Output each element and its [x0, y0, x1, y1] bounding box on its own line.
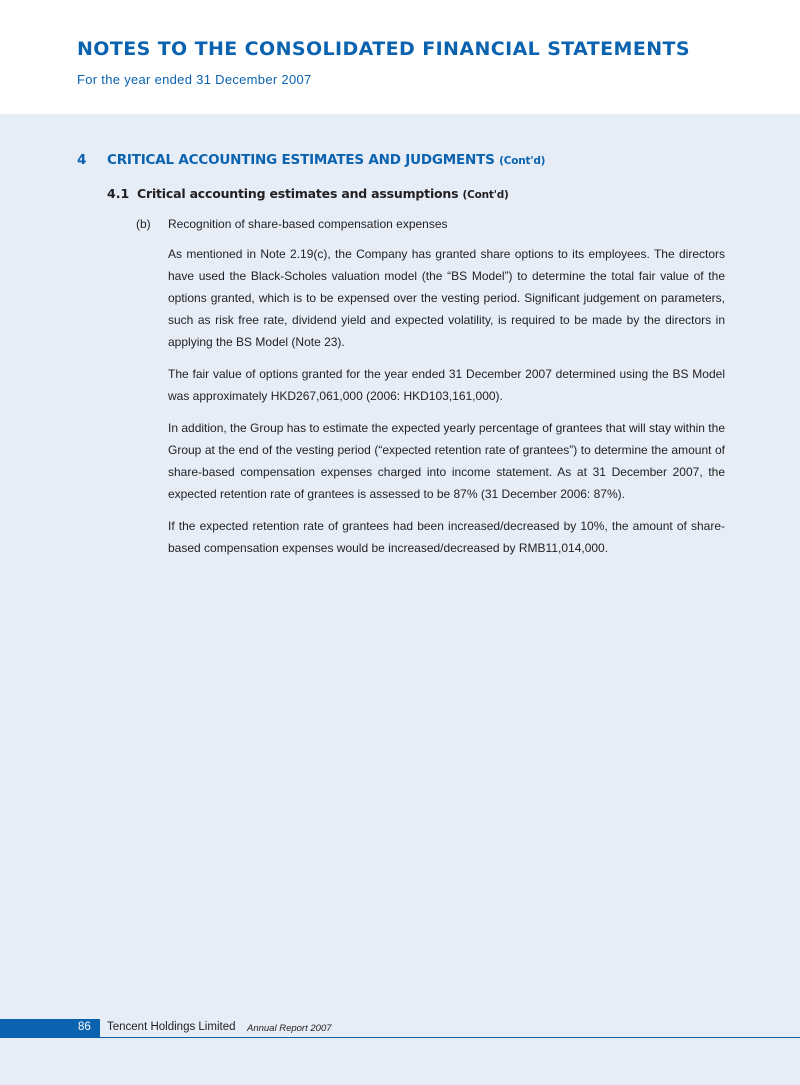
section-title [107, 152, 545, 168]
item-label: (b) [136, 217, 151, 231]
subsection-title [137, 186, 509, 201]
subsection-number: 4.1 [107, 186, 130, 201]
body-text [168, 243, 725, 569]
page-number: 86 [78, 1021, 91, 1033]
item-title: Recognition of share-based compensation expenses [168, 217, 448, 231]
page-title: NOTES TO THE CONSOLIDATED FINANCIAL STATEMENTS [77, 38, 690, 60]
section-cont-label: (Cont'd) [499, 155, 546, 167]
section-number: 4 [77, 152, 87, 168]
paragraph: As mentioned in Note 2.19(c), the Company has granted share options to its employees. The directors have used the Black-Scholes valuation model (the “BS Model”) to determine the total fair value of the options granted, which is to be expensed over the vesting period. Significant judgement on parameters, such as risk free rate, dividend yield and expected volatility, is required to be made by the directors in applying the BS Model (Note 23). [168, 247, 725, 349]
subsection-title-text: Critical accounting estimates and assumptions [137, 186, 459, 201]
page-subtitle: For the year ended 31 December 2007 [77, 72, 312, 87]
page-header [0, 0, 800, 114]
paragraph: If the expected retention rate of grantees had been increased/decreased by 10%, the amount of share-based compensation expenses would be increased/decreased by RMB11,014,000. [168, 519, 725, 555]
paragraph: In addition, the Group has to estimate the expected yearly percentage of grantees that will stay within the Group at the end of the vesting period (“expected retention rate of grantees”) to determine the amount of share-based compensation expenses charged into income statement. As at 31 December 2007, the expected retention rate of grantees is assessed to be 87% (31 December 2006: 87%). [168, 421, 725, 501]
subsection-cont-label: (Cont'd) [462, 189, 509, 201]
footer-rule [100, 1037, 800, 1038]
footer-company: Tencent Holdings Limited [107, 1021, 236, 1033]
footer-report: Annual Report 2007 [247, 1023, 332, 1034]
paragraph: The fair value of options granted for the year ended 31 December 2007 determined using the BS Model was approximately HKD267,061,000 (2006: HKD103,161,000). [168, 367, 725, 403]
section-title-text: CRITICAL ACCOUNTING ESTIMATES AND JUDGMENTS [107, 152, 495, 168]
